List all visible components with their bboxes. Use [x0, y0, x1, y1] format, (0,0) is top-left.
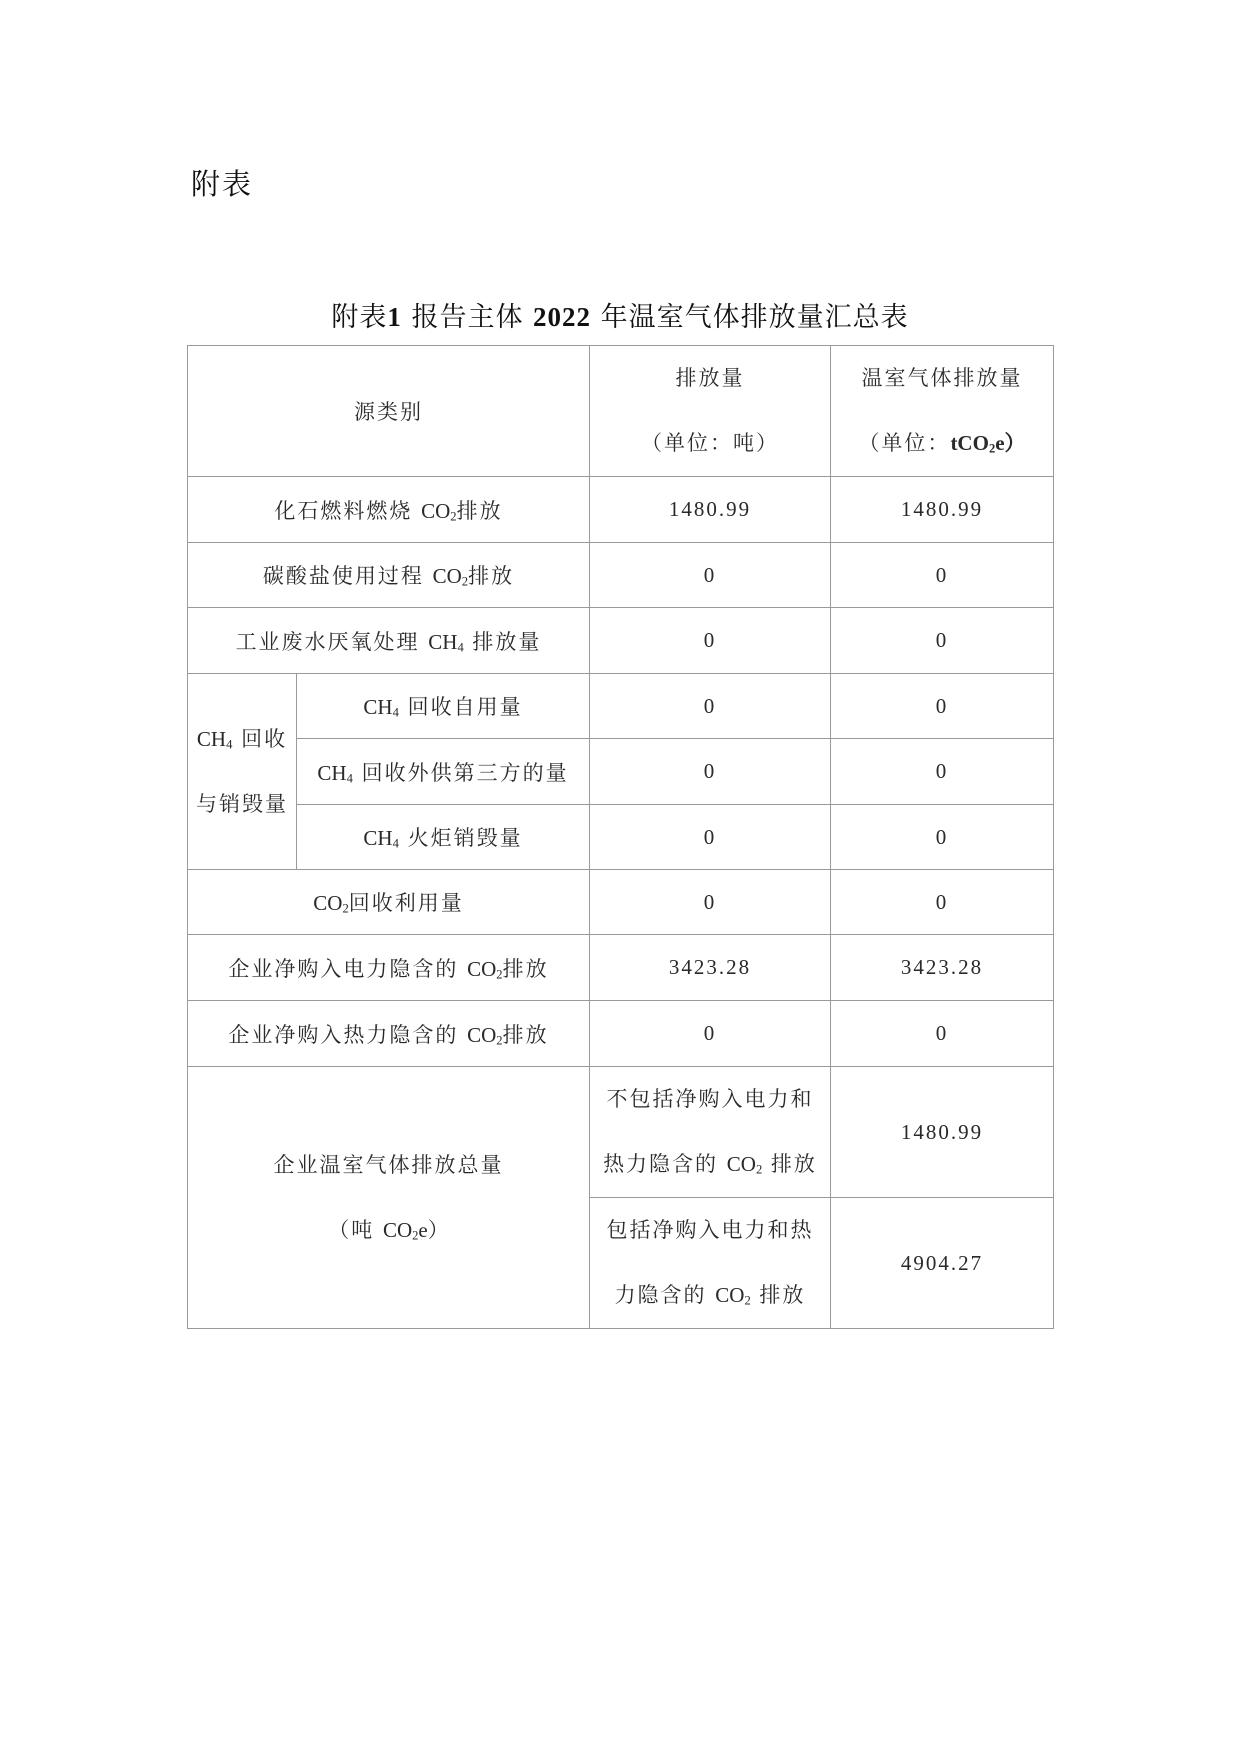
group-label-line1 — [188, 707, 296, 772]
title-year: 2022 — [533, 302, 592, 332]
table-row — [188, 674, 1054, 739]
gas-formula: CO — [432, 564, 462, 588]
gas-subscript: 2 — [496, 1033, 503, 1048]
header-ghg-emission — [831, 346, 1054, 477]
ghg-value: 0 — [831, 805, 1054, 870]
gas-subscript: 4 — [392, 705, 399, 720]
gas-subscript: 4 — [226, 737, 233, 752]
table-header-row — [188, 346, 1054, 477]
row-label — [297, 674, 590, 739]
header-source-category — [188, 346, 590, 477]
gas-subscript: 4 — [346, 771, 353, 786]
header-emission — [590, 346, 831, 477]
header-emission-title: 排放量 — [675, 366, 745, 390]
label-suffix: 回收利用量 — [348, 891, 464, 915]
ghg-value: 3423.28 — [831, 935, 1054, 1001]
gas-subscript: 2 — [450, 509, 457, 524]
label-text: 碳酸盐使用过程 — [262, 564, 424, 588]
excl-line1: 不包括净购入电力和 — [606, 1087, 814, 1111]
label-text: 回收自用量 — [398, 695, 523, 719]
unit-suffix: e） — [995, 431, 1026, 455]
title-suffix: 年温室气体排放量汇总表 — [600, 302, 909, 333]
gas-subscript: 4 — [457, 640, 464, 655]
total-label-unit — [188, 1198, 589, 1263]
ghg-value: 0 — [831, 870, 1054, 935]
ghg-value: 0 — [831, 674, 1054, 739]
row-label — [188, 870, 590, 935]
row-label — [188, 543, 590, 608]
gas-formula: CO — [421, 498, 451, 523]
label-text: 火炬销毁量 — [398, 826, 523, 850]
excl-purchased-label — [590, 1067, 831, 1198]
emission-value: 0 — [590, 608, 831, 674]
total-incl-value: 4904.27 — [831, 1198, 1054, 1329]
label-suffix: 回收 — [232, 726, 288, 751]
gas-formula: CH — [363, 695, 393, 719]
label-suffix: 排放 — [502, 1022, 549, 1047]
label-text: 回收外供第三方的量 — [352, 760, 569, 785]
ch4-group-label — [188, 674, 297, 870]
emission-value: 0 — [590, 805, 831, 870]
row-label — [297, 805, 590, 870]
gas-subscript: 2 — [755, 1162, 763, 1177]
header-ghg-unit — [831, 411, 1053, 476]
row-label — [188, 1001, 590, 1067]
emission-value: 0 — [590, 1001, 831, 1067]
gas-formula: CO — [467, 956, 497, 981]
label-suffix: 排放 — [750, 1283, 806, 1307]
emission-value: 0 — [590, 739, 831, 805]
gas-subscript: 2 — [744, 1293, 751, 1308]
gas-formula: CH — [428, 629, 458, 654]
emission-value: 3423.28 — [590, 935, 831, 1001]
table-row — [188, 1001, 1054, 1067]
ghg-summary-table — [187, 345, 1054, 1329]
label-text: 企业净购入电力隐含的 — [228, 956, 459, 981]
label-text: 力隐含的 — [614, 1283, 716, 1307]
total-label-line1: 企业温室气体排放总量 — [273, 1152, 504, 1177]
label-suffix: 排放 — [762, 1152, 817, 1176]
total-label — [188, 1067, 590, 1329]
gas-subscript: 2 — [461, 574, 469, 589]
label-text: 热力隐含的 — [603, 1152, 727, 1176]
total-excl-value: 1480.99 — [831, 1067, 1054, 1198]
row-label — [188, 935, 590, 1001]
gas-formula: CO — [313, 891, 343, 915]
ghg-value: 1480.99 — [831, 477, 1054, 543]
emission-value: 0 — [590, 870, 831, 935]
row-label — [188, 477, 590, 543]
gas-subscript: 2 — [496, 967, 503, 982]
unit-tco: tCO — [950, 431, 989, 455]
emission-value: 0 — [590, 674, 831, 739]
group-label-line2: 与销毁量 — [196, 791, 288, 816]
emission-value: 0 — [590, 543, 831, 608]
row-label — [188, 608, 590, 674]
unit-prefix: （吨 — [328, 1217, 383, 1242]
table-title — [0, 295, 1240, 334]
gas-formula: CH — [363, 826, 393, 850]
gas-subscript: 2 — [342, 901, 349, 916]
gas-formula: CO — [715, 1283, 745, 1307]
title-number: 1 — [387, 302, 402, 332]
emission-value: 1480.99 — [590, 477, 831, 543]
header-source-label: 源类别 — [354, 400, 423, 424]
incl-purchased-label — [590, 1198, 831, 1329]
header-emission-unit: （单位：吨） — [641, 431, 779, 455]
label-suffix: 排放 — [468, 564, 515, 588]
incl-line1: 包括净购入电力和热 — [606, 1218, 814, 1242]
label-suffix: 排放 — [502, 956, 549, 981]
table-row — [188, 477, 1054, 543]
table-row — [188, 805, 1054, 870]
gas-subscript: 2 — [412, 1228, 419, 1243]
label-suffix: 排放量 — [463, 629, 542, 654]
appendix-heading: 附表 — [191, 167, 254, 201]
ghg-value: 0 — [831, 739, 1054, 805]
header-ghg-title: 温室气体排放量 — [861, 366, 1023, 390]
unit-prefix: （单位： — [858, 431, 951, 455]
unit-subscript: 2 — [988, 441, 996, 456]
table-row — [188, 543, 1054, 608]
total-row-excluding — [188, 1067, 1054, 1198]
title-subject: 报告主体 — [401, 302, 524, 333]
label-text: 化石燃料燃烧 — [274, 498, 413, 523]
incl-line2 — [590, 1263, 830, 1328]
table-row — [188, 739, 1054, 805]
ghg-value: 0 — [831, 1001, 1054, 1067]
label-text: 工业废水厌氧处理 — [235, 629, 420, 654]
title-prefix: 附表 — [331, 302, 388, 333]
gas-formula: CO — [382, 1217, 413, 1242]
label-text: 企业净购入热力隐含的 — [228, 1022, 459, 1047]
unit-suffix: e） — [418, 1217, 449, 1242]
table-row — [188, 935, 1054, 1001]
excl-line2 — [590, 1132, 830, 1197]
gas-formula: CO — [467, 1022, 497, 1047]
row-label — [297, 739, 590, 805]
table-row — [188, 870, 1054, 935]
ghg-value: 0 — [831, 543, 1054, 608]
gas-subscript: 4 — [392, 836, 399, 851]
ghg-value: 0 — [831, 608, 1054, 674]
gas-formula: CO — [726, 1152, 756, 1176]
label-suffix: 排放 — [456, 498, 503, 523]
table-row — [188, 608, 1054, 674]
gas-formula: CH — [196, 726, 227, 751]
gas-formula: CH — [317, 760, 347, 785]
